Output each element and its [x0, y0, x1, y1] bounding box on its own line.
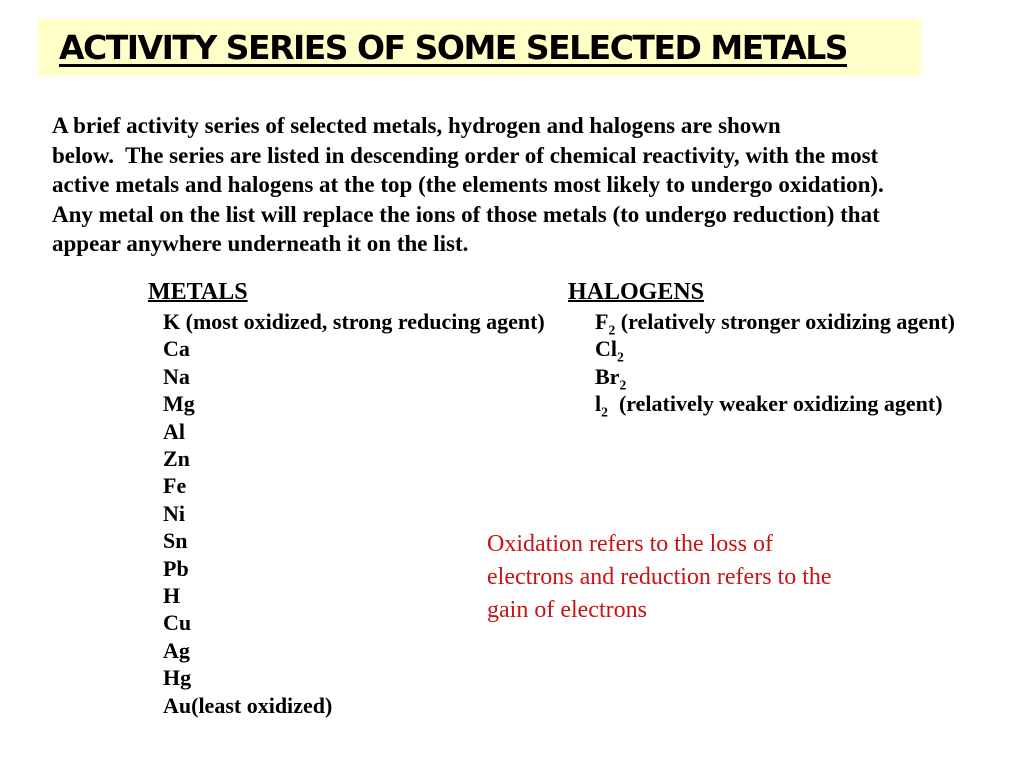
metal-item: Cu: [163, 610, 192, 636]
metal-item: Al: [163, 418, 185, 444]
intro-line: active metals and halogens at the top (the elements most likely to undergo oxidation).: [52, 172, 884, 197]
metal-item: K (most oxidized, strong reducing agent): [163, 309, 545, 334]
halogens-list: [595, 308, 955, 418]
halogen-subscript: 2: [608, 322, 616, 338]
halogen-note: (relatively stronger oxidizing agent): [615, 309, 955, 334]
intro-line: below. The series are listed in descending order of chemical reactivity, with the most: [52, 142, 879, 168]
metal-item: Pb: [163, 555, 189, 581]
metal-item: Na: [163, 363, 190, 389]
halogen-subscript: 2: [617, 349, 624, 365]
oxidation-note: [487, 528, 917, 627]
metal-item: Sn: [163, 528, 188, 554]
metal-item: Hg: [163, 665, 192, 691]
halogen-item: [595, 390, 955, 420]
metal-item: Ni: [163, 500, 185, 526]
halogen-item: [595, 308, 955, 338]
metal-item: H: [163, 583, 181, 609]
halogen-note: (relatively weaker oxidizing agent): [607, 391, 943, 417]
halogen-item: [595, 335, 955, 365]
metal-item: Mg: [163, 391, 195, 417]
metal-item: Ca: [163, 336, 190, 362]
metal-item: Zn: [163, 446, 190, 472]
metals-column-header: METALS: [148, 279, 248, 305]
slide-title: ACTIVITY SERIES OF SOME SELECTED METALS: [59, 28, 848, 67]
note-line: Oxidation refers to the loss of: [487, 531, 773, 557]
intro-line: appear anywhere underneath it on the list.: [52, 231, 469, 256]
note-line: gain of electrons: [487, 597, 647, 623]
halogen-subscript: 2: [619, 377, 627, 393]
metals-list: [163, 308, 545, 719]
halogen-symbol: Br: [595, 363, 620, 389]
halogen-subscript: 2: [601, 404, 608, 420]
metal-item: Au(least oxidized): [163, 692, 333, 718]
intro-line: Any metal on the list will replace the ions of those metals (to undergo reduction) that: [52, 201, 880, 227]
halogen-symbol: l: [595, 391, 602, 417]
intro-line: A brief activity series of selected metals, hydrogen and halogens are shown: [52, 113, 781, 138]
note-line: electrons and reduction refers to the: [487, 564, 832, 590]
halogens-column-header: HALOGENS: [568, 279, 705, 305]
metal-item: Ag: [163, 637, 190, 663]
intro-paragraph: [52, 111, 1002, 259]
halogen-item: [595, 363, 955, 393]
metal-item: Fe: [163, 473, 187, 499]
halogen-symbol: Cl: [595, 336, 617, 362]
title-banner: [38, 19, 921, 76]
halogen-symbol: F: [595, 309, 609, 334]
